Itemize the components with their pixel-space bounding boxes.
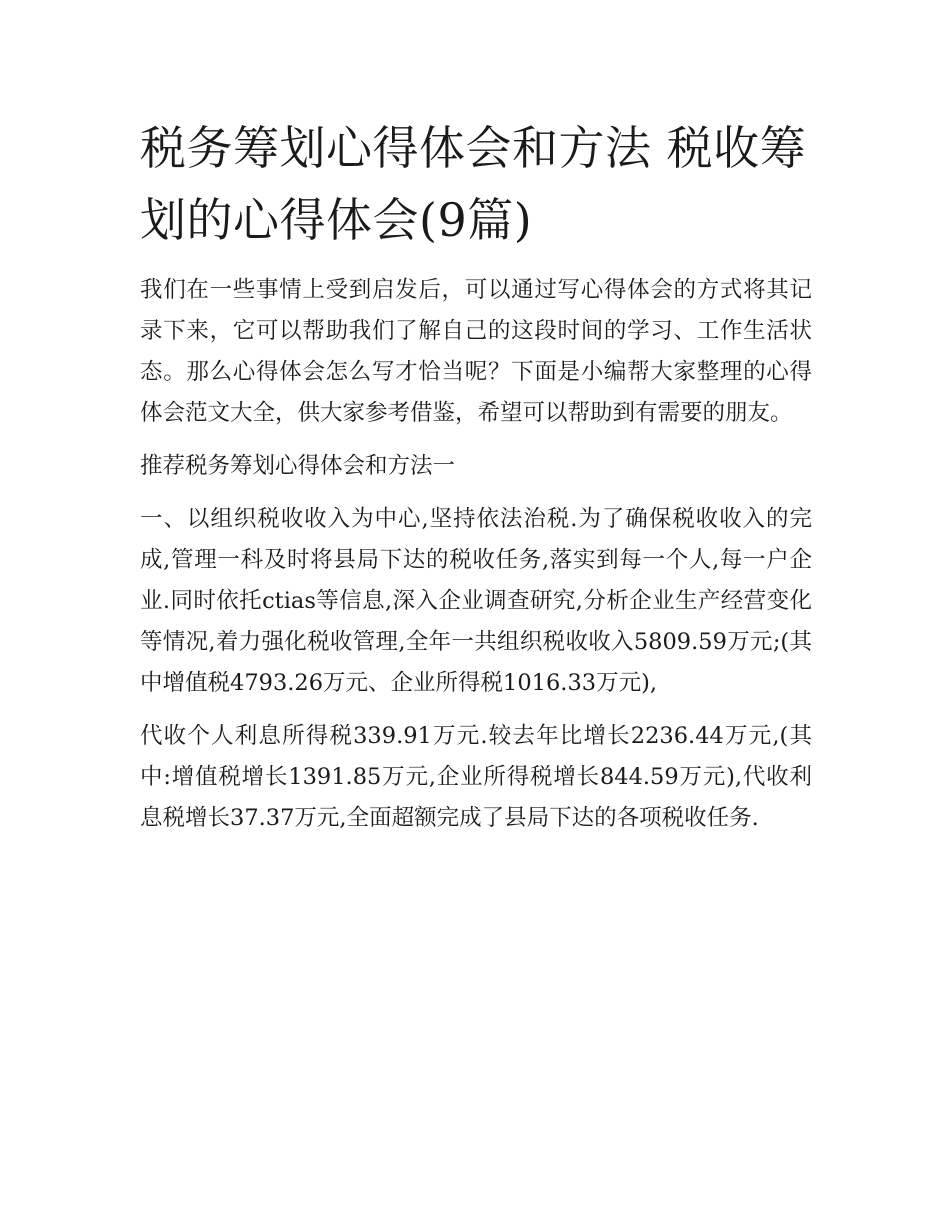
body-paragraph-2: 代收个人利息所得税339.91万元.较去年比增长2236.44万元,(其中:增值税增长1391.85万元,企业所得税增长844.59万元),代收利息税增长37.37万元,全面超额完成了县局下达的各项税收任务. <box>140 723 812 831</box>
document-title: 税务筹划心得体会和方法 税收筹划的心得体会(9篇) <box>140 121 807 247</box>
section-heading: 推荐税务筹划心得体会和方法一 <box>140 453 456 479</box>
document-page <box>140 112 812 839</box>
body-paragraph-1: 一、以组织税收收入为中心,坚持依法治税.为了确保税收收入的完成,管理一科及时将县局下达的税收任务,落实到每一个人,每一户企业.同时依托ctias等信息,深入企业调查研究,分析企业生产经营变化等情况,着力强化税收管理,全年一共组织税收收入5809.59万元;(其中增值税4793.26万元、企业所得税1016.33万元), <box>140 506 812 696</box>
intro-paragraph: 我们在一些事情上受到启发后，可以通过写心得体会的方式将其记录下来，它可以帮助我们了解自己的这段时间的学习、工作生活状态。那么心得体会怎么写才恰当呢？下面是小编帮大家整理的心得体会范文大全，供大家参考借鉴，希望可以帮助到有需要的朋友。 <box>140 277 812 426</box>
